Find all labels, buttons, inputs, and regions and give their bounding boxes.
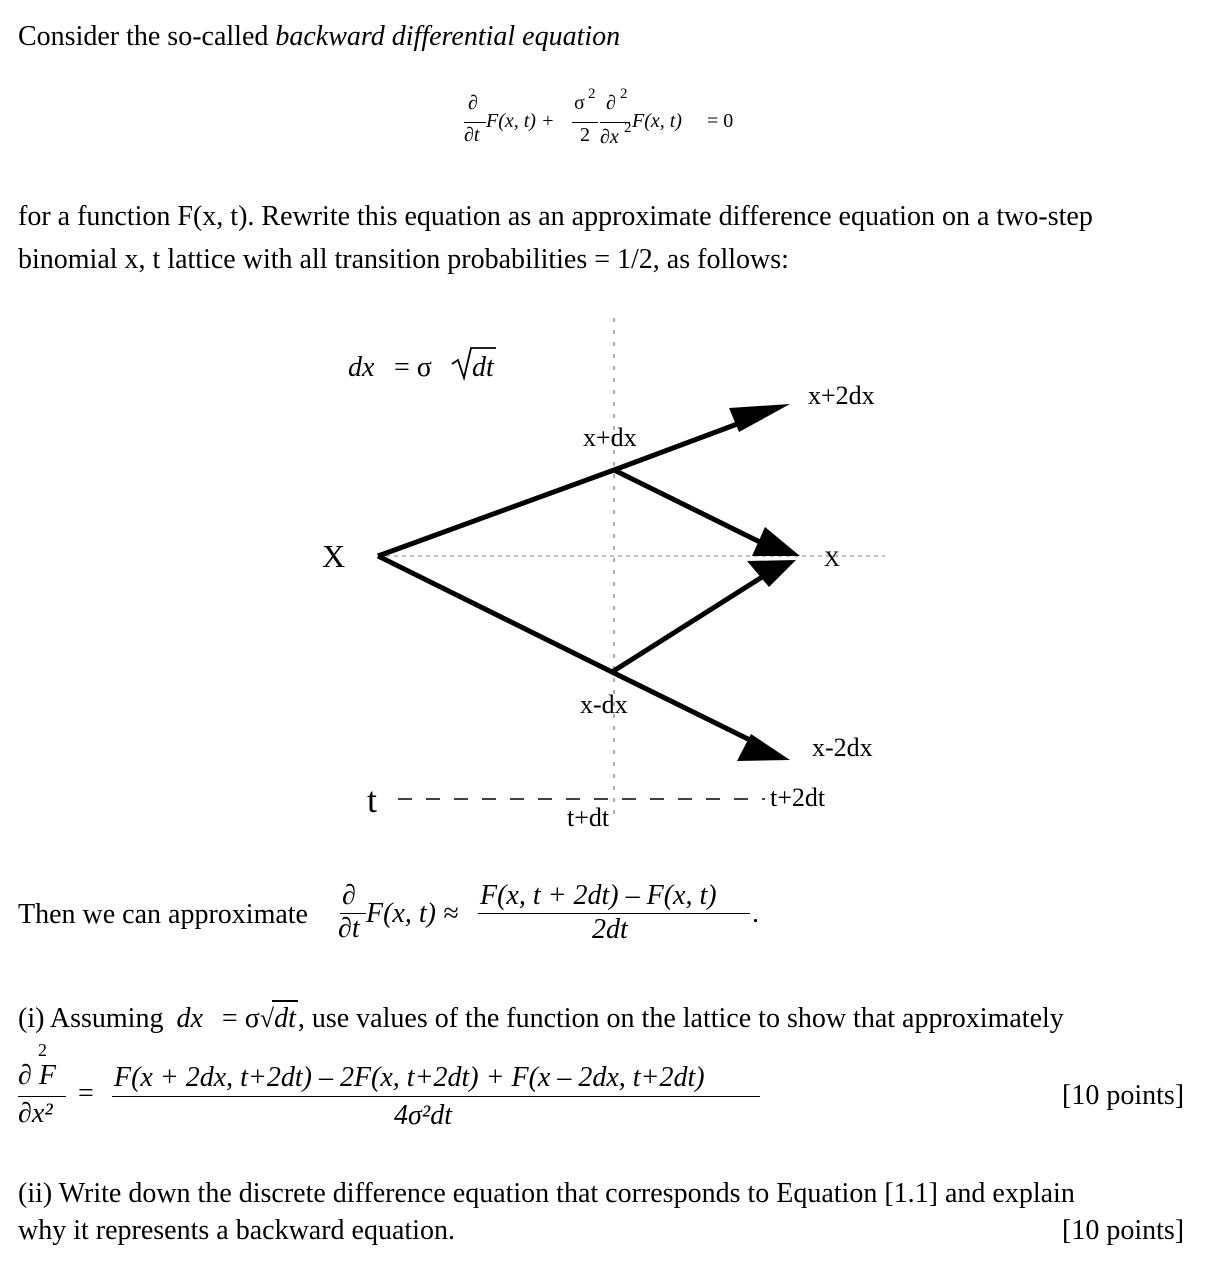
eq-equals-zero: = 0 — [707, 110, 734, 132]
intro-line — [18, 20, 620, 54]
dx-sqrt-dt: dt — [472, 352, 494, 383]
paragraph-line-2: binomial x, t lattice with all transition probabilities = 1/2, as follows: — [18, 244, 789, 275]
intro-prefix: Consider the so-called — [18, 21, 276, 52]
part-i-lhs-den: ∂x² — [18, 1098, 53, 1129]
eq-two: 2 — [580, 124, 590, 146]
t-plus-dt-label: t+dt — [567, 803, 610, 832]
eq-partial-den: ∂t — [464, 124, 480, 146]
eq-partial-x-den: ∂x — [600, 126, 619, 148]
part-i-dx: dx — [176, 1003, 203, 1034]
part-i-points: [10 points] — [1062, 1080, 1185, 1111]
edge-lower-to-middle — [612, 572, 770, 672]
paragraph-line-1: for a function F(x, t). Rewrite this equation as an approximate difference equation on a two-step — [18, 201, 1093, 232]
approx-partial-num: ∂ — [342, 880, 356, 911]
edge-lower-to-bottom — [612, 672, 750, 740]
eq-partial-x-exp: 2 — [620, 86, 628, 102]
part-i-lhs-num: ∂ F — [18, 1060, 56, 1091]
part-ii-line-1: (ii) Write down the discrete difference equation that corresponds to Equation [1.1] and explain — [18, 1178, 1075, 1209]
part-i-suffix: , use values of the function on the lattice to show that approximately — [297, 1003, 1064, 1034]
edge-x-to-lower — [378, 556, 612, 672]
part-ii-points: [10 points] — [1062, 1215, 1185, 1246]
arrowhead-middle-upper — [752, 527, 800, 556]
approx-num: F(x, t + 2dt) – F(x, t) — [480, 880, 717, 911]
part-i-prefix: (i) Assuming — [18, 1003, 164, 1034]
eq-partial-x-den-exp: 2 — [624, 120, 632, 136]
approx-lhs: F(x, t) ≈ — [366, 898, 459, 929]
eq-term2: F(x, t) — [632, 110, 682, 132]
eq-partial-x-num: ∂ — [606, 92, 616, 114]
part-i-sqrt-sign: √ — [259, 1004, 275, 1033]
part-i-eq: = σ — [221, 1003, 260, 1034]
edge-x-to-upper — [378, 470, 614, 556]
x-minus-dx-label: x-dx — [580, 690, 628, 719]
eq-frac-bar-1 — [464, 122, 486, 123]
part-i-line — [18, 1000, 1064, 1036]
eq-partial-num: ∂ — [468, 92, 478, 114]
x-right-label: X — [824, 546, 840, 571]
t-plus-2dt-label: t+2dt — [770, 783, 826, 812]
part-i-sqrt-dt: dt — [272, 1000, 298, 1036]
part-i-rhs-bar — [112, 1096, 760, 1097]
part-ii-line-2: why it represents a backward equation. — [18, 1215, 455, 1246]
eq-sigma-exp: 2 — [588, 86, 596, 102]
part-i-lhs-bar — [18, 1096, 66, 1097]
arrowhead-top — [729, 404, 790, 432]
lattice-diagram — [0, 300, 1218, 860]
approx-prefix: Then we can approximate — [18, 899, 308, 930]
eq-term1: F(x, t) + — [486, 110, 555, 132]
eq-sigma: σ — [574, 92, 585, 114]
part-i-rhs-den: 4σ²dt — [394, 1100, 452, 1131]
part-i-equals: = — [78, 1078, 94, 1109]
approx-den: 2dt — [592, 914, 628, 945]
part-i-rhs-num: F(x + 2dx, t+2dt) – 2F(x, t+2dt) + F(x – 2dx, t+2dt) — [114, 1062, 705, 1093]
x-plus-dx-label: x+dx — [583, 423, 637, 452]
approx-partial-den: ∂t — [338, 913, 360, 944]
intro-emphasis: backward differential equation — [275, 21, 621, 52]
part-i-lhs-exp: 2 — [38, 1040, 47, 1060]
eq-frac-bar-2 — [572, 122, 598, 123]
x-minus-2dx-label: x-2dx — [812, 733, 873, 762]
t-label: t — [367, 780, 378, 820]
x-label-left: X — [322, 538, 346, 574]
edge-upper-to-middle — [614, 470, 768, 546]
approx-period: . — [752, 898, 759, 929]
dx-eq: = σ — [394, 352, 432, 383]
x-plus-2dx-label: x+2dx — [808, 381, 875, 410]
dx-label: dx — [348, 352, 375, 383]
